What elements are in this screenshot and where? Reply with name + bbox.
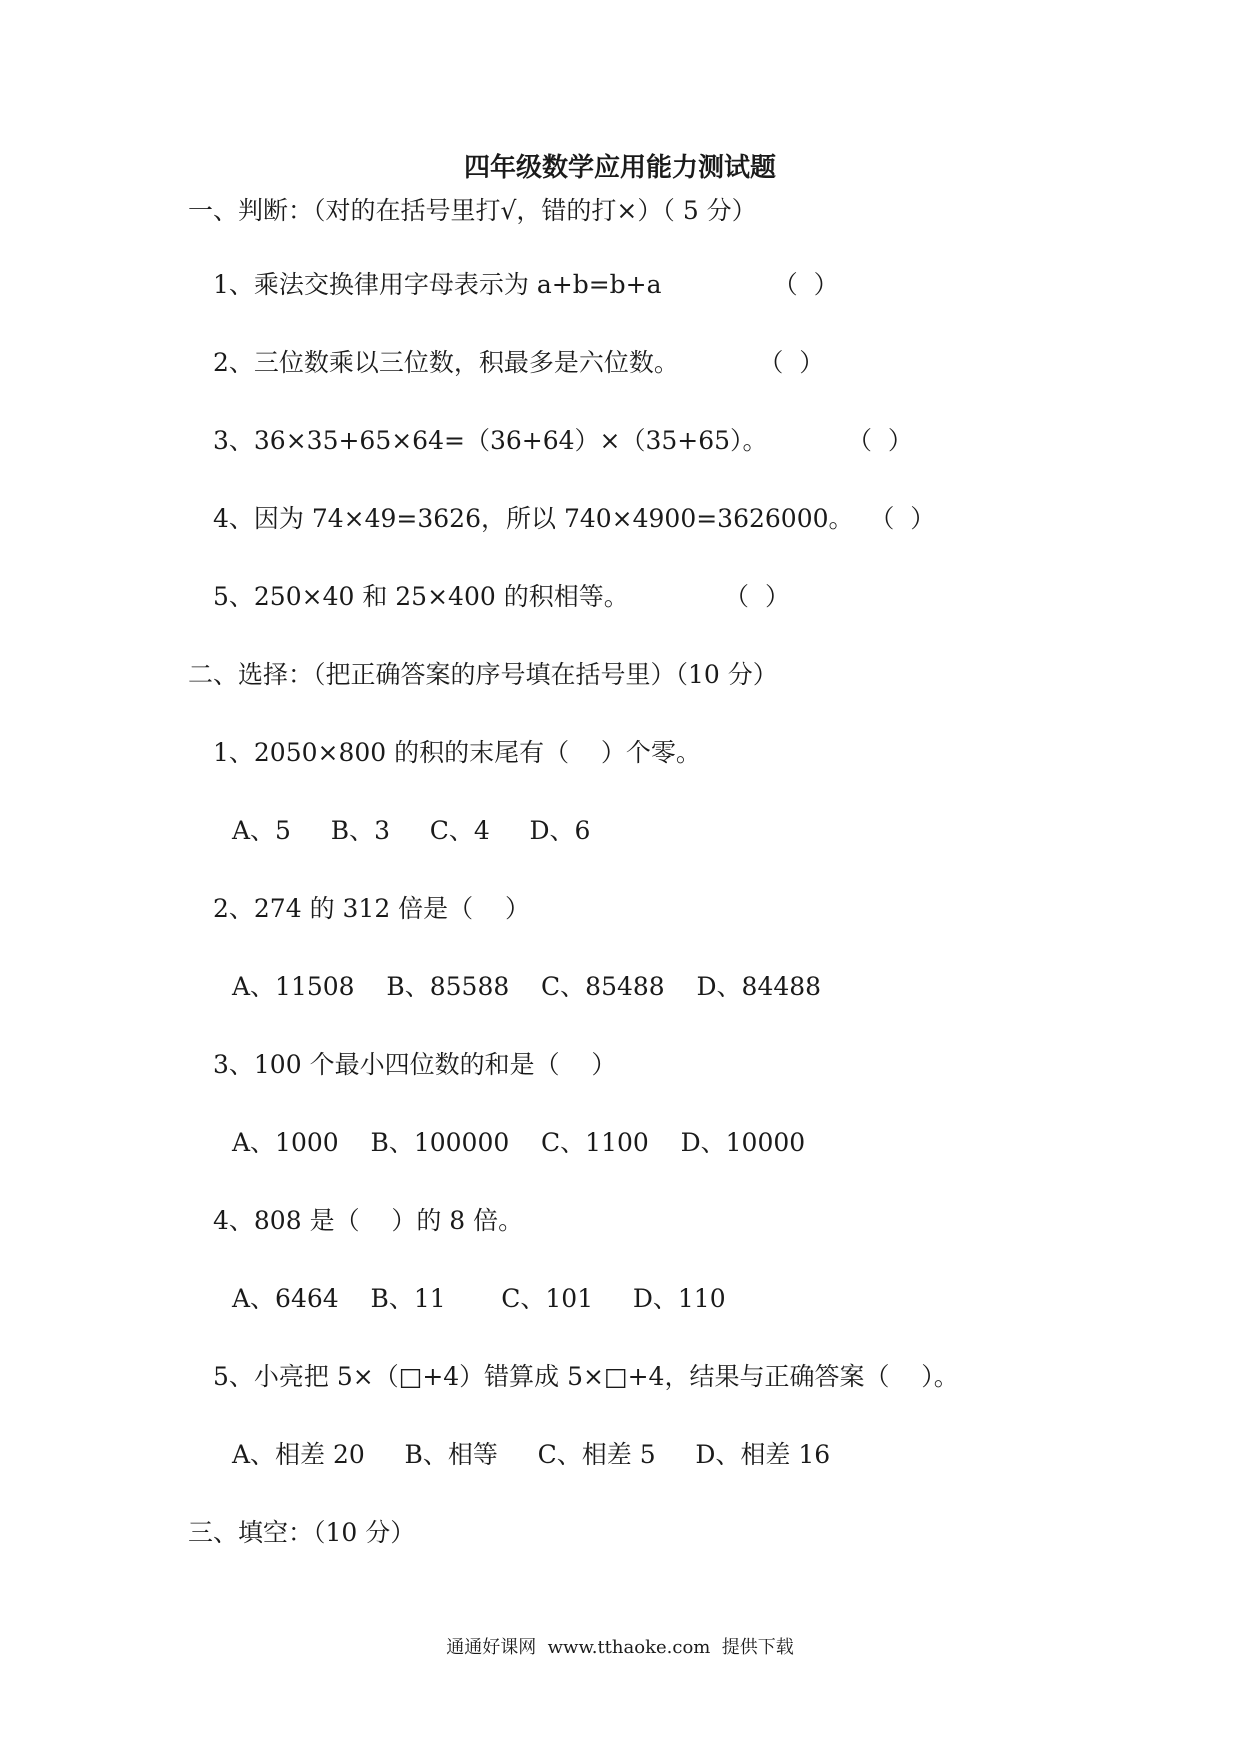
question-item: 5、250×40 和 25×400 的积相等。 （ ）	[213, 582, 790, 611]
section-heading-fill-blank: 三、填空：（10 分）	[188, 1518, 416, 1547]
footer-text: 通通好课网 www.tthaoke.com 提供下载	[446, 1637, 794, 1658]
question-item: 5、小亮把 5×（□+4）错算成 5×□+4，结果与正确答案（ ）。	[213, 1362, 959, 1391]
question-item: 2、三位数乘以三位数，积最多是六位数。 （ ）	[213, 348, 825, 377]
question-item: 1、2050×800 的积的末尾有（ ）个零。	[213, 738, 701, 767]
section-heading-choice: 二、选择：（把正确答案的序号填在括号里）（10 分）	[188, 660, 778, 689]
question-item: 4、因为 74×49=3626，所以 740×4900=3626000。 （ ）	[213, 504, 936, 533]
question-item: 4、808 是（ ）的 8 倍。	[213, 1206, 524, 1235]
answer-options: A、5 B、3 C、4 D、6	[232, 816, 591, 845]
question-item: 3、36×35+65×64=（36+64）×（35+65）。 （ ）	[213, 426, 913, 455]
answer-options: A、6464 B、11 C、101 D、110	[232, 1284, 726, 1313]
question-item: 1、乘法交换律用字母表示为 a+b=b+a （ ）	[213, 270, 839, 299]
page-title: 四年级数学应用能力测试题	[463, 153, 776, 183]
question-item: 3、100 个最小四位数的和是（ ）	[213, 1050, 617, 1079]
answer-options: A、1000 B、100000 C、1100 D、10000	[232, 1128, 806, 1157]
question-item: 2、274 的 312 倍是（ ）	[213, 894, 530, 923]
answer-options: A、11508 B、85588 C、85488 D、84488	[232, 972, 822, 1001]
section-heading-judgment: 一、判断：（对的在括号里打√，错的打×）（ 5 分）	[188, 196, 757, 225]
answer-options: A、相差 20 B、相等 C、相差 5 D、相差 16	[232, 1440, 831, 1469]
